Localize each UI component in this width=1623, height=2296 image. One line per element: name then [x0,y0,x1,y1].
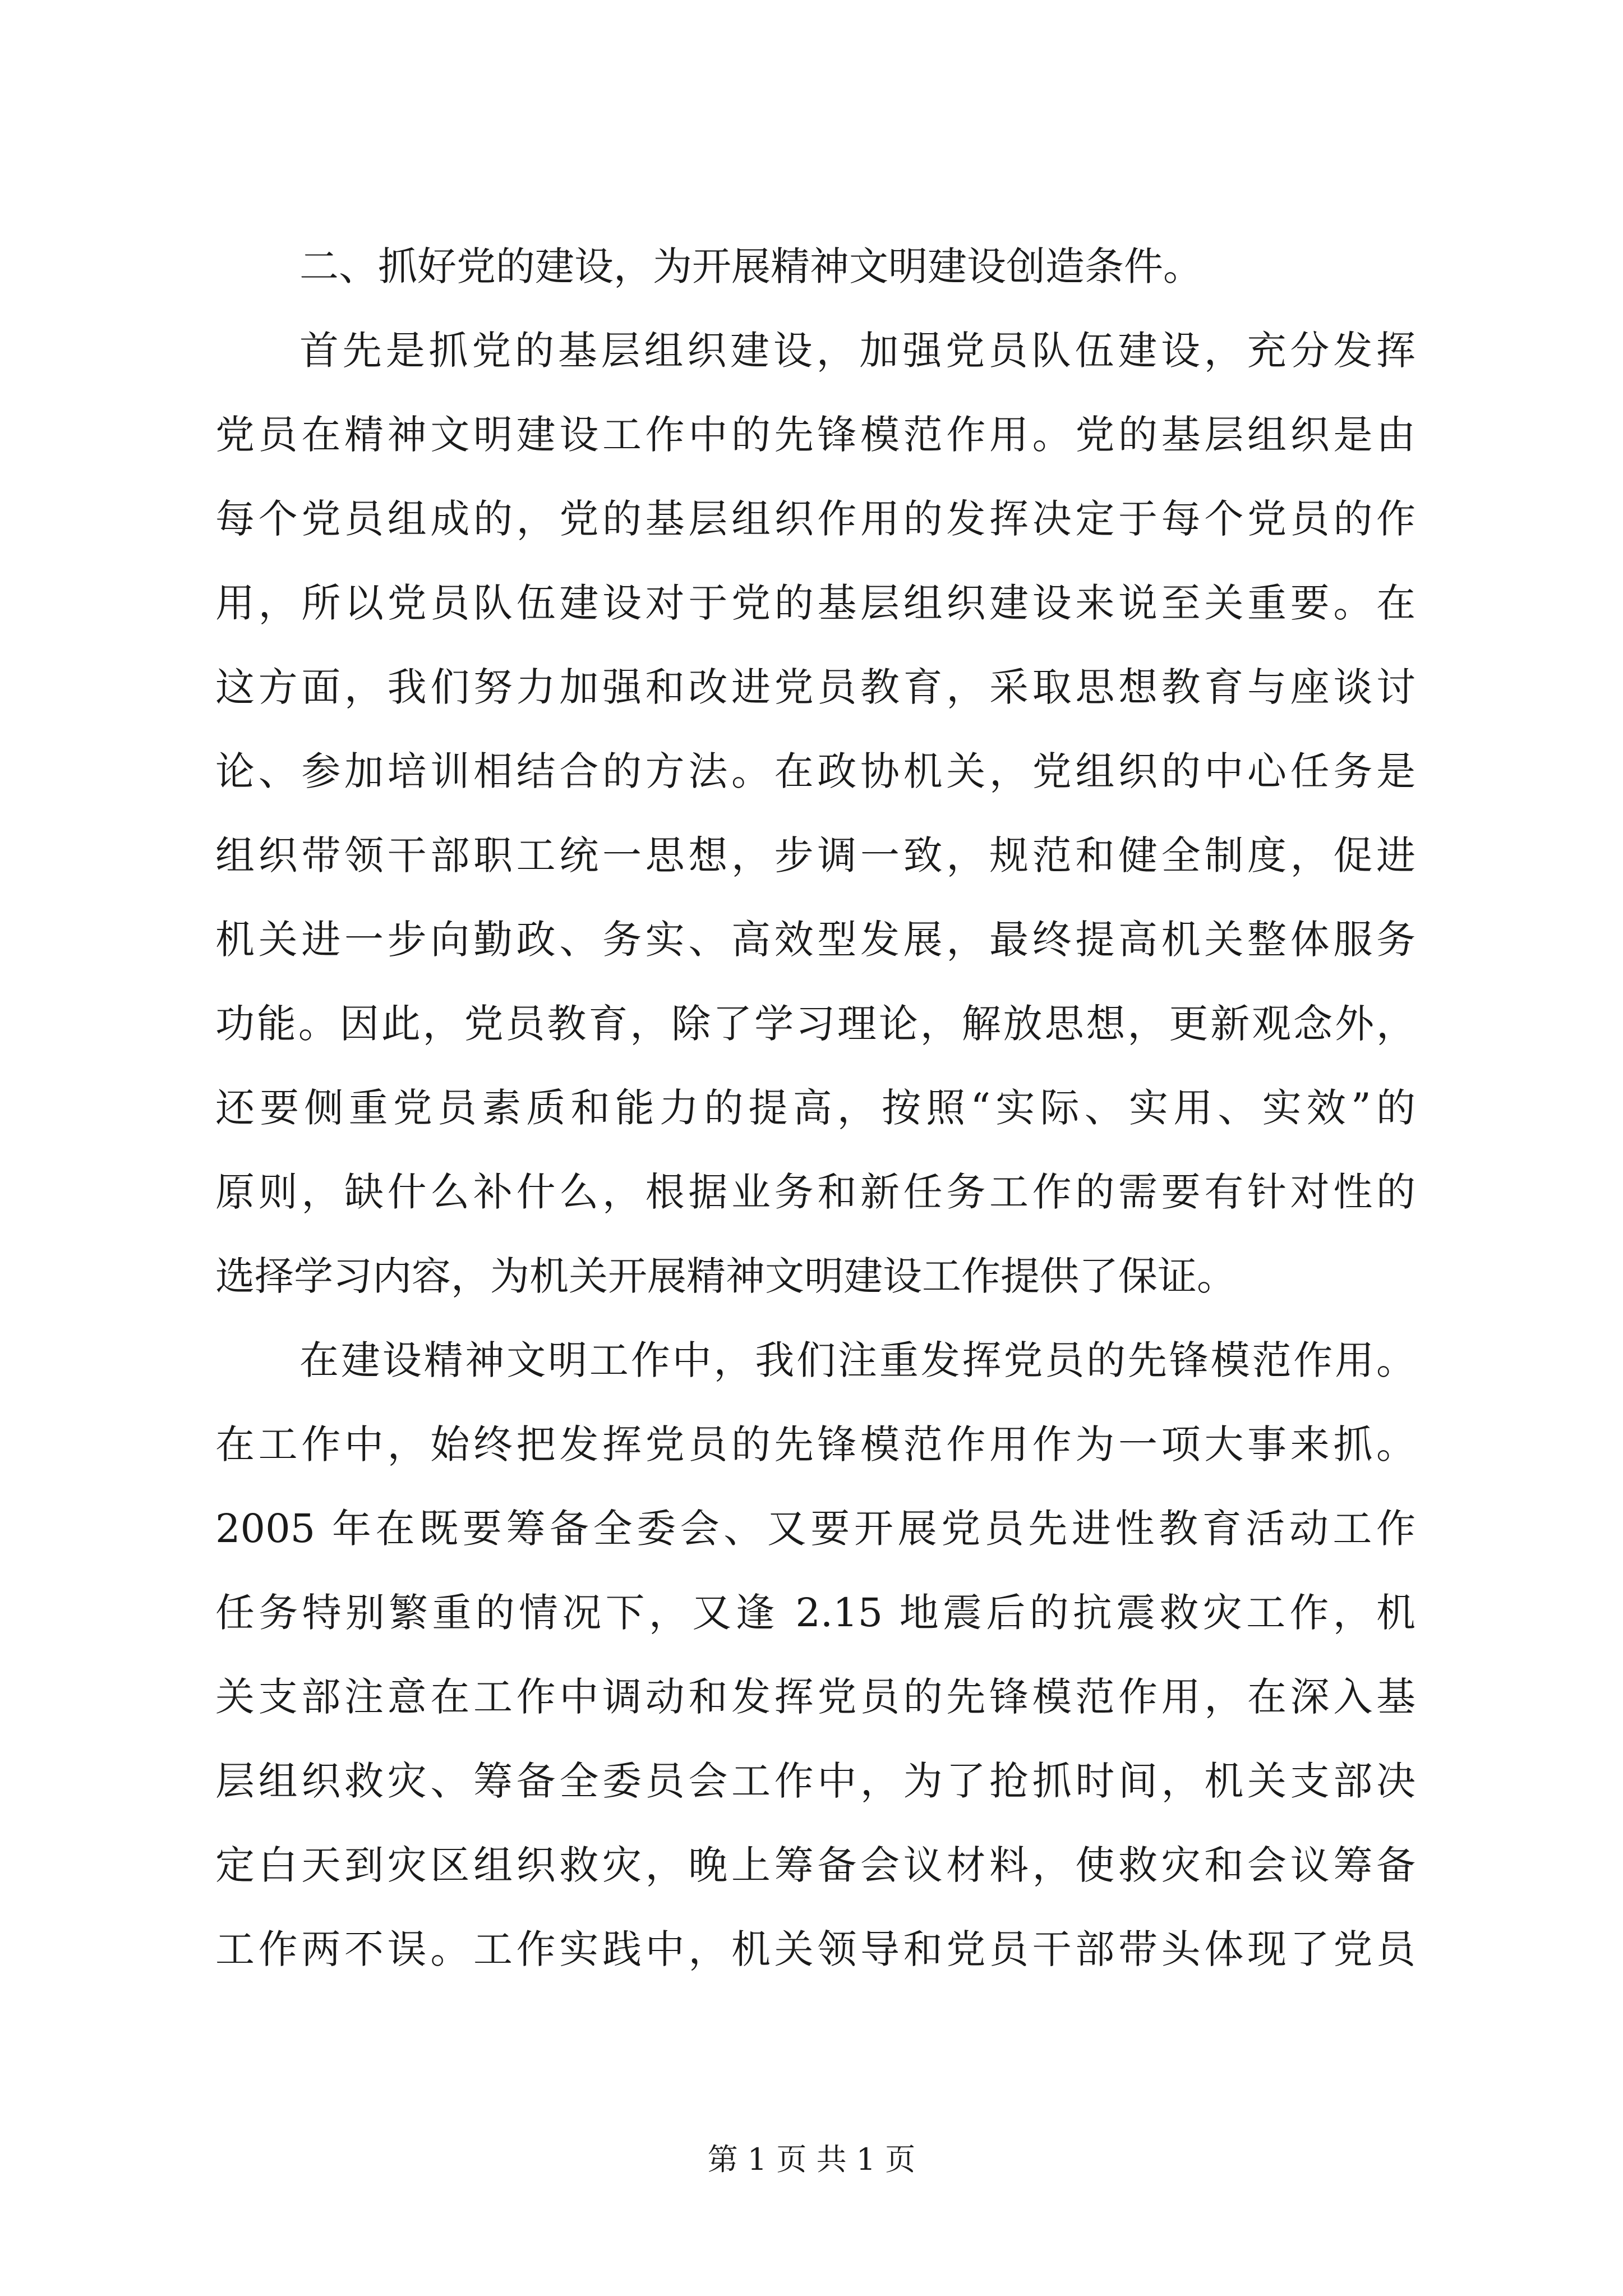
section-heading: 二、抓好党的建设，为开展精神文明建设创造条件。 [299,243,1202,289]
paragraph-line: 首先是抓党的基层组织建设，加强党员队伍建设，充分发挥 [299,328,1415,374]
paragraph-line: 任务特别繁重的情况下，又逢 2.15 地震后的抗震救灾工作，机 [215,1590,1415,1636]
paragraph-line: 每个党员组成的，党的基层组织作用的发挥决定于每个党员的作 [215,496,1415,542]
paragraph-line: 层组织救灾、筹备全委员会工作中，为了抢抓时间，机关支部决 [215,1758,1415,1804]
paragraph-line: 还要侧重党员素质和能力的提高，按照“实际、实用、实效”的 [215,1085,1415,1131]
paragraph-line: 原则，缺什么补什么，根据业务和新任务工作的需要有针对性的 [215,1169,1415,1215]
document-body [215,224,1415,1991]
paragraph-line: 用，所以党员队伍建设对于党的基层组织建设来说至关重要。在 [215,580,1415,626]
page-footer: 第 1 页 共 1 页 [707,2142,916,2177]
paragraph-line: 功能。因此，党员教育，除了学习理论，解放思想，更新观念外， [215,1001,1415,1047]
paragraph-line: 2005 年在既要筹备全委会、又要开展党员先进性教育活动工作 [215,1506,1415,1552]
paragraph-line: 在工作中，始终把发挥党员的先锋模范作用作为一项大事来抓。 [215,1421,1415,1467]
paragraph-line: 定白天到灾区组织救灾，晚上筹备会议材料，使救灾和会议筹备 [215,1842,1415,1888]
paragraph-line: 工作两不误。工作实践中，机关领导和党员干部带头体现了党员 [215,1926,1415,1972]
paragraph-line: 在建设精神文明工作中，我们注重发挥党员的先锋模范作用。 [299,1337,1415,1383]
paragraph-line: 选择学习内容，为机关开展精神文明建设工作提供了保证。 [215,1253,1236,1299]
paragraph-line: 机关进一步向勤政、务实、高效型发展，最终提高机关整体服务 [215,917,1415,963]
paragraph-line: 组织带领干部职工统一思想，步调一致，规范和健全制度，促进 [215,832,1415,878]
paragraph-line: 关支部注意在工作中调动和发挥党员的先锋模范作用，在深入基 [215,1674,1415,1720]
paragraph-line: 论、参加培训相结合的方法。在政协机关，党组织的中心任务是 [215,748,1415,794]
paragraph-line: 党员在精神文明建设工作中的先锋模范作用。党的基层组织是由 [215,412,1415,458]
paragraph-line: 这方面，我们努力加强和改进党员教育，采取思想教育与座谈讨 [215,664,1415,710]
